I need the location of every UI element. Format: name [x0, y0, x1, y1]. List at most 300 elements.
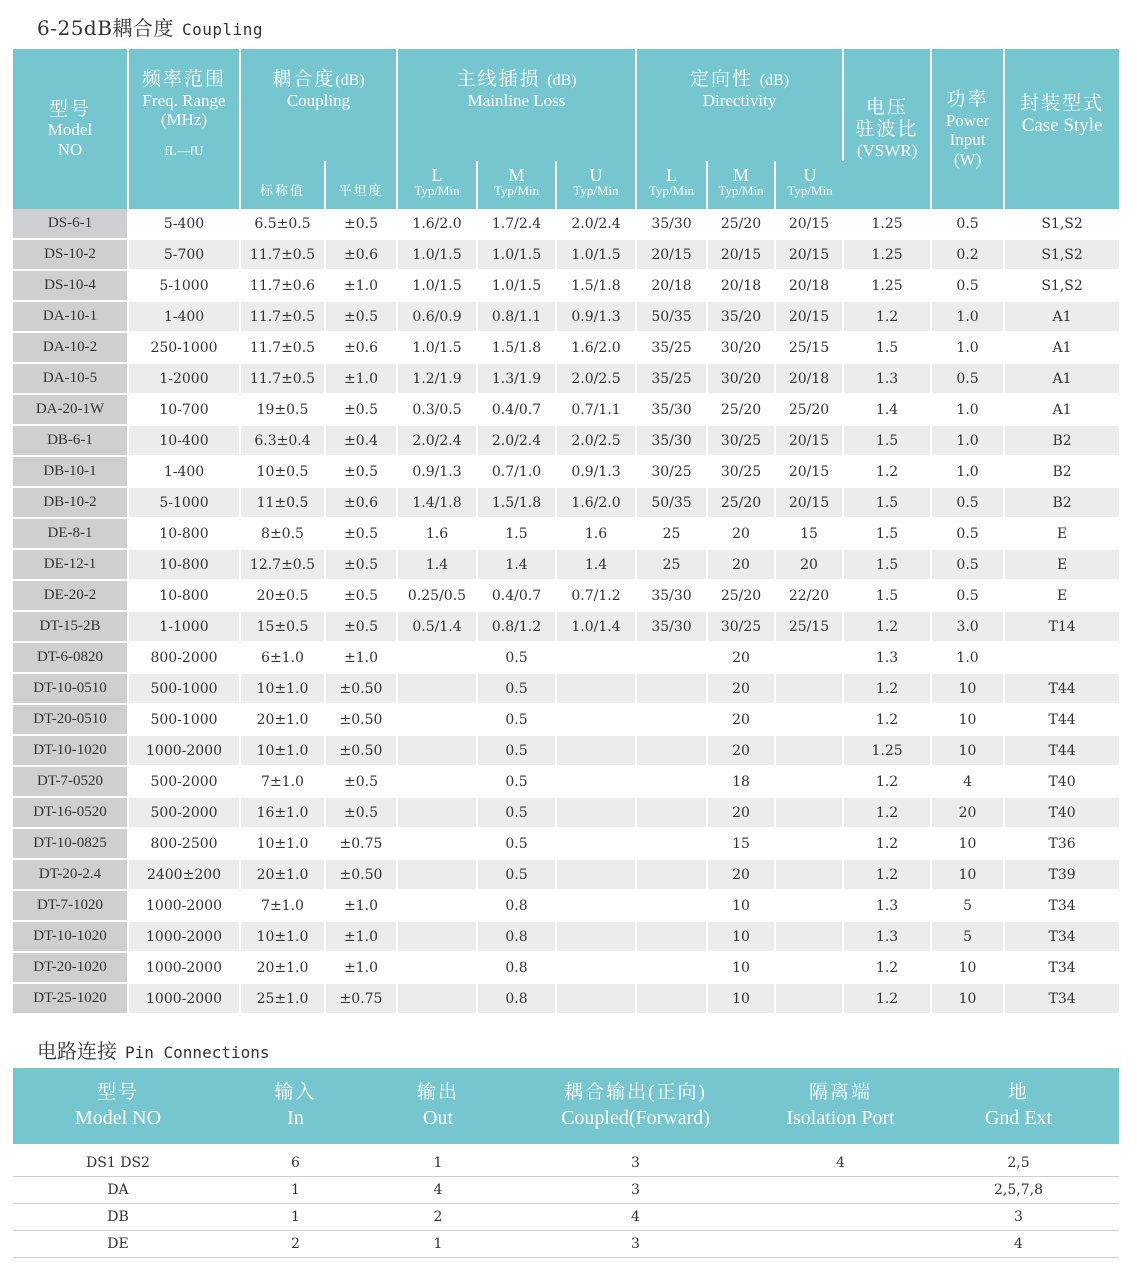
table-row — [13, 705, 1119, 736]
cell-loss-U — [557, 767, 637, 798]
cell-loss-L: 2.0/2.4 — [398, 426, 478, 457]
cell-dir-L — [637, 922, 708, 953]
cell-loss-L — [398, 922, 478, 953]
cell-case-style: T40 — [1005, 767, 1119, 798]
cell-case-style: T34 — [1005, 984, 1119, 1015]
cell-freq-range: 1-1000 — [129, 612, 241, 643]
pins-row — [13, 1150, 1119, 1177]
cell-vswr: 1.3 — [844, 891, 932, 922]
cell-coupling-nominal: 20±1.0 — [241, 953, 326, 984]
cell-dir-L — [637, 736, 708, 767]
cell-vswr: 1.5 — [844, 581, 932, 612]
table-row — [13, 209, 1119, 240]
cell-vswr: 1.5 — [844, 550, 932, 581]
pin-connections-table — [13, 1068, 1119, 1258]
cell-dir-L — [637, 953, 708, 984]
cell-loss-L — [398, 705, 478, 736]
cell-dir-L — [637, 767, 708, 798]
cell-loss-U: 1.5/1.8 — [557, 271, 637, 302]
cell-vswr: 1.2 — [844, 767, 932, 798]
cell-freq-range: 1000-2000 — [129, 891, 241, 922]
cell-loss-M: 0.8/1.1 — [478, 302, 557, 333]
cell-vswr: 1.3 — [844, 643, 932, 674]
cell-loss-M: 1.4 — [478, 550, 557, 581]
table-row — [13, 519, 1119, 550]
cell-dir-U: 25/15 — [776, 612, 844, 643]
cell-loss-L: 1.4 — [398, 550, 478, 581]
pins-cell: 2,5,7,8 — [918, 1177, 1119, 1204]
cell-loss-U — [557, 891, 637, 922]
cell-model: DT-10-1020 — [13, 922, 129, 953]
cell-model: DA-10-2 — [13, 333, 129, 364]
cell-dir-L — [637, 798, 708, 829]
cell-power: 10 — [932, 984, 1005, 1015]
cell-dir-M: 30/25 — [708, 612, 776, 643]
cell-model: DS-10-4 — [13, 271, 129, 302]
cell-dir-M: 20 — [708, 705, 776, 736]
cell-power: 20 — [932, 798, 1005, 829]
cell-model: DE-8-1 — [13, 519, 129, 550]
table-row — [13, 612, 1119, 643]
cell-model: DT-20-0510 — [13, 705, 129, 736]
cell-loss-U — [557, 643, 637, 674]
cell-dir-M: 18 — [708, 767, 776, 798]
cell-case-style: T34 — [1005, 953, 1119, 984]
header-model: 型号 Model NO — [13, 49, 129, 209]
cell-dir-U — [776, 829, 844, 860]
cell-loss-M: 0.5 — [478, 767, 557, 798]
cell-model: DE-12-1 — [13, 550, 129, 581]
cell-dir-M: 20 — [708, 798, 776, 829]
cell-dir-M: 30/20 — [708, 364, 776, 395]
table-row — [13, 395, 1119, 426]
cell-dir-U: 20/15 — [776, 488, 844, 519]
pins-cell: 4 — [368, 1177, 508, 1204]
table-row — [13, 984, 1119, 1015]
cell-loss-L: 0.9/1.3 — [398, 457, 478, 488]
cell-freq-range: 5-700 — [129, 240, 241, 271]
cell-freq-range: 10-700 — [129, 395, 241, 426]
cell-case-style: B2 — [1005, 488, 1119, 519]
cell-power: 0.5 — [932, 581, 1005, 612]
cell-coupling-nominal: 10±1.0 — [241, 736, 326, 767]
cell-case-style: E — [1005, 550, 1119, 581]
cell-vswr: 1.3 — [844, 364, 932, 395]
cell-coupling-nominal: 20±1.0 — [241, 860, 326, 891]
cell-coupling-flatness: ±1.0 — [326, 271, 398, 302]
cell-coupling-nominal: 11.7±0.5 — [241, 302, 326, 333]
cell-coupling-flatness: ±0.50 — [326, 705, 398, 736]
table-row — [13, 860, 1119, 891]
cell-freq-range: 10-800 — [129, 519, 241, 550]
cell-dir-L: 35/30 — [637, 209, 708, 240]
cell-power: 1.0 — [932, 643, 1005, 674]
cell-loss-U: 1.0/1.4 — [557, 612, 637, 643]
cell-coupling-nominal: 11.7±0.5 — [241, 333, 326, 364]
cell-power: 0.5 — [932, 271, 1005, 302]
pins-cell: 1 — [368, 1150, 508, 1177]
cell-loss-L — [398, 829, 478, 860]
header-vswr: 电压 驻波比 (VSWR) — [844, 49, 932, 209]
cell-freq-range: 1000-2000 — [129, 922, 241, 953]
cell-loss-L: 1.0/1.5 — [398, 271, 478, 302]
cell-loss-L — [398, 798, 478, 829]
cell-dir-U — [776, 643, 844, 674]
cell-loss-L — [398, 953, 478, 984]
cell-loss-M: 1.0/1.5 — [478, 240, 557, 271]
header-mainline-loss: 主线插损 (dB) Mainline Loss — [398, 49, 637, 161]
cell-dir-L — [637, 643, 708, 674]
cell-case-style: A1 — [1005, 364, 1119, 395]
header-directivity: 定向性 (dB) Directivity — [637, 49, 844, 161]
cell-dir-U — [776, 953, 844, 984]
cell-power: 10 — [932, 674, 1005, 705]
table-row — [13, 767, 1119, 798]
cell-dir-U: 20/18 — [776, 364, 844, 395]
cell-loss-M: 0.7/1.0 — [478, 457, 557, 488]
cell-loss-L — [398, 984, 478, 1015]
cell-dir-U — [776, 674, 844, 705]
cell-coupling-nominal: 10±1.0 — [241, 922, 326, 953]
cell-freq-range: 1-400 — [129, 302, 241, 333]
table-row — [13, 457, 1119, 488]
cell-power: 4 — [932, 767, 1005, 798]
header-coupling-nominal: 标称值 — [241, 161, 326, 209]
cell-dir-M: 30/25 — [708, 457, 776, 488]
cell-loss-U — [557, 984, 637, 1015]
cell-loss-U — [557, 829, 637, 860]
cell-model: DA-10-1 — [13, 302, 129, 333]
cell-coupling-nominal: 11.7±0.5 — [241, 240, 326, 271]
cell-loss-M: 0.4/0.7 — [478, 581, 557, 612]
cell-loss-U: 2.0/2.5 — [557, 364, 637, 395]
cell-dir-U — [776, 798, 844, 829]
cell-loss-U: 1.4 — [557, 550, 637, 581]
pins-cell: 3 — [508, 1177, 763, 1204]
cell-coupling-nominal: 7±1.0 — [241, 891, 326, 922]
cell-loss-U: 0.7/1.1 — [557, 395, 637, 426]
cell-freq-range: 1000-2000 — [129, 736, 241, 767]
header-loss-M: M Typ/Min — [478, 161, 557, 209]
cell-loss-L — [398, 674, 478, 705]
cell-freq-range: 10-400 — [129, 426, 241, 457]
table-row — [13, 364, 1119, 395]
cell-coupling-flatness: ±0.5 — [326, 395, 398, 426]
cell-freq-range: 10-800 — [129, 550, 241, 581]
table-row — [13, 922, 1119, 953]
cell-power: 0.5 — [932, 364, 1005, 395]
cell-dir-L: 25 — [637, 519, 708, 550]
cell-power: 0.2 — [932, 240, 1005, 271]
table-row — [13, 953, 1119, 984]
cell-dir-M: 25/20 — [708, 395, 776, 426]
cell-coupling-nominal: 11.7±0.5 — [241, 364, 326, 395]
cell-model: DT-15-2B — [13, 612, 129, 643]
cell-power: 3.0 — [932, 612, 1005, 643]
cell-loss-U: 0.9/1.3 — [557, 302, 637, 333]
cell-loss-U: 2.0/2.5 — [557, 426, 637, 457]
cell-model: DT-7-1020 — [13, 891, 129, 922]
title-en: Coupling — [181, 20, 263, 39]
cell-dir-U: 20/15 — [776, 457, 844, 488]
cell-dir-U: 25/15 — [776, 333, 844, 364]
header-coupling-flatness: 平坦度 — [326, 161, 398, 209]
cell-loss-U: 0.9/1.3 — [557, 457, 637, 488]
cell-power: 10 — [932, 860, 1005, 891]
cell-coupling-nominal: 10±1.0 — [241, 829, 326, 860]
cell-loss-U: 2.0/2.4 — [557, 209, 637, 240]
cell-coupling-flatness: ±0.50 — [326, 736, 398, 767]
cell-coupling-nominal: 20±1.0 — [241, 705, 326, 736]
cell-power: 10 — [932, 705, 1005, 736]
table-row — [13, 829, 1119, 860]
cell-freq-range: 500-1000 — [129, 674, 241, 705]
cell-coupling-flatness: ±1.0 — [326, 891, 398, 922]
cell-model: DA-10-5 — [13, 364, 129, 395]
cell-dir-U: 20/15 — [776, 209, 844, 240]
cell-loss-M: 1.0/1.5 — [478, 271, 557, 302]
cell-dir-U: 20/15 — [776, 240, 844, 271]
cell-model: DT-20-2.4 — [13, 860, 129, 891]
cell-dir-U — [776, 736, 844, 767]
pin-connections-title — [37, 1035, 270, 1064]
cell-dir-L: 20/15 — [637, 240, 708, 271]
cell-loss-M: 1.7/2.4 — [478, 209, 557, 240]
cell-loss-L — [398, 860, 478, 891]
cell-dir-U: 20/15 — [776, 426, 844, 457]
cell-model: DT-10-1020 — [13, 736, 129, 767]
cell-loss-L: 0.25/0.5 — [398, 581, 478, 612]
page-title — [37, 12, 263, 41]
cell-coupling-flatness: ±0.50 — [326, 860, 398, 891]
cell-vswr: 1.2 — [844, 705, 932, 736]
cell-case-style: T36 — [1005, 829, 1119, 860]
cell-dir-L: 25 — [637, 550, 708, 581]
cell-dir-L: 35/25 — [637, 333, 708, 364]
cell-dir-M: 10 — [708, 891, 776, 922]
cell-model: DS-10-2 — [13, 240, 129, 271]
cell-model: DS-6-1 — [13, 209, 129, 240]
cell-loss-L: 1.0/1.5 — [398, 333, 478, 364]
cell-coupling-nominal: 10±1.0 — [241, 674, 326, 705]
cell-vswr: 1.2 — [844, 302, 932, 333]
cell-coupling-flatness: ±1.0 — [326, 643, 398, 674]
cell-loss-M: 0.8/1.2 — [478, 612, 557, 643]
pins-cell: 4 — [508, 1204, 763, 1231]
cell-dir-U: 15 — [776, 519, 844, 550]
cell-coupling-nominal: 25±1.0 — [241, 984, 326, 1015]
cell-loss-M: 0.5 — [478, 674, 557, 705]
cell-coupling-flatness: ±1.0 — [326, 364, 398, 395]
cell-model: DT-25-1020 — [13, 984, 129, 1015]
cell-power: 10 — [932, 829, 1005, 860]
cell-case-style: E — [1005, 519, 1119, 550]
cell-case-style: T39 — [1005, 860, 1119, 891]
cell-freq-range: 500-1000 — [129, 705, 241, 736]
cell-vswr: 1.5 — [844, 333, 932, 364]
cell-coupling-nominal: 20±0.5 — [241, 581, 326, 612]
cell-dir-M: 25/20 — [708, 488, 776, 519]
cell-vswr: 1.5 — [844, 426, 932, 457]
cell-dir-M: 20 — [708, 674, 776, 705]
cell-power: 5 — [932, 922, 1005, 953]
cell-dir-L — [637, 829, 708, 860]
coupler-spec-table — [13, 49, 1119, 1015]
cell-coupling-flatness: ±0.6 — [326, 333, 398, 364]
cell-loss-L — [398, 767, 478, 798]
cell-coupling-nominal: 10±0.5 — [241, 457, 326, 488]
cell-loss-M: 0.5 — [478, 798, 557, 829]
cell-dir-M: 20 — [708, 736, 776, 767]
cell-case-style: S1,S2 — [1005, 240, 1119, 271]
cell-loss-L — [398, 891, 478, 922]
cell-case-style: A1 — [1005, 333, 1119, 364]
cell-coupling-flatness: ±0.5 — [326, 767, 398, 798]
cell-dir-U — [776, 922, 844, 953]
table-row — [13, 643, 1119, 674]
cell-loss-M: 0.8 — [478, 984, 557, 1015]
cell-freq-range: 1000-2000 — [129, 984, 241, 1015]
cell-case-style: T14 — [1005, 612, 1119, 643]
cell-loss-U: 0.7/1.2 — [557, 581, 637, 612]
cell-vswr: 1.2 — [844, 674, 932, 705]
cell-coupling-nominal: 6.3±0.4 — [241, 426, 326, 457]
cell-dir-M: 30/20 — [708, 333, 776, 364]
cell-case-style: T40 — [1005, 798, 1119, 829]
pins-cell: DE — [13, 1231, 223, 1258]
table-row — [13, 674, 1119, 705]
cell-dir-M: 35/20 — [708, 302, 776, 333]
table-row — [13, 891, 1119, 922]
pins-cell: 2 — [368, 1204, 508, 1231]
cell-coupling-flatness: ±0.5 — [326, 209, 398, 240]
cell-freq-range: 800-2500 — [129, 829, 241, 860]
header-power: 功率 Power Input (W) — [932, 49, 1005, 209]
cell-loss-U — [557, 953, 637, 984]
cell-loss-M: 0.5 — [478, 736, 557, 767]
cell-coupling-flatness: ±0.5 — [326, 519, 398, 550]
header-coupling: 耦合度(dB) Coupling — [241, 49, 398, 161]
cell-vswr: 1.5 — [844, 519, 932, 550]
cell-vswr: 1.25 — [844, 271, 932, 302]
table-row — [13, 798, 1119, 829]
cell-coupling-flatness: ±0.5 — [326, 457, 398, 488]
cell-case-style: A1 — [1005, 302, 1119, 333]
table-row — [13, 271, 1119, 302]
cell-vswr: 1.5 — [844, 488, 932, 519]
pins-cell: 3 — [508, 1150, 763, 1177]
cell-model: DT-10-0825 — [13, 829, 129, 860]
pins-title-cn: 电路连接 — [37, 1039, 117, 1063]
cell-power: 0.5 — [932, 550, 1005, 581]
cell-dir-L — [637, 860, 708, 891]
spec-table-body — [13, 209, 1119, 1015]
cell-coupling-flatness: ±0.5 — [326, 798, 398, 829]
table-row — [13, 426, 1119, 457]
cell-coupling-nominal: 16±1.0 — [241, 798, 326, 829]
cell-dir-U: 22/20 — [776, 581, 844, 612]
cell-coupling-flatness: ±0.4 — [326, 426, 398, 457]
cell-dir-M: 20/15 — [708, 240, 776, 271]
cell-coupling-flatness: ±0.75 — [326, 984, 398, 1015]
cell-loss-U — [557, 674, 637, 705]
header-loss-U: U Typ/Min — [557, 161, 637, 209]
cell-dir-U: 20 — [776, 550, 844, 581]
cell-loss-M: 0.5 — [478, 860, 557, 891]
cell-coupling-nominal: 6.5±0.5 — [241, 209, 326, 240]
cell-loss-L: 0.6/0.9 — [398, 302, 478, 333]
cell-loss-L: 0.3/0.5 — [398, 395, 478, 426]
title-cn: 6-25dB耦合度 — [37, 16, 174, 40]
pins-header-2: 输出 Out — [368, 1068, 508, 1144]
cell-vswr: 1.2 — [844, 860, 932, 891]
cell-coupling-nominal: 8±0.5 — [241, 519, 326, 550]
cell-vswr: 1.3 — [844, 922, 932, 953]
cell-coupling-flatness: ±0.5 — [326, 550, 398, 581]
pins-cell: 1 — [223, 1177, 368, 1204]
table-row — [13, 302, 1119, 333]
cell-loss-M: 0.5 — [478, 829, 557, 860]
pins-header-1: 输入 In — [223, 1068, 368, 1144]
cell-case-style: B2 — [1005, 457, 1119, 488]
cell-power: 0.5 — [932, 488, 1005, 519]
cell-dir-L — [637, 705, 708, 736]
cell-coupling-nominal: 12.7±0.5 — [241, 550, 326, 581]
cell-case-style: S1,S2 — [1005, 209, 1119, 240]
cell-dir-M: 20/18 — [708, 271, 776, 302]
cell-freq-range: 500-2000 — [129, 767, 241, 798]
cell-power: 1.0 — [932, 426, 1005, 457]
cell-loss-M: 0.5 — [478, 643, 557, 674]
cell-loss-U — [557, 860, 637, 891]
cell-coupling-flatness: ±1.0 — [326, 953, 398, 984]
cell-power: 1.0 — [932, 395, 1005, 426]
cell-dir-U — [776, 767, 844, 798]
cell-loss-U: 1.6 — [557, 519, 637, 550]
cell-loss-L: 1.2/1.9 — [398, 364, 478, 395]
cell-model: DT-20-1020 — [13, 953, 129, 984]
cell-vswr: 1.25 — [844, 209, 932, 240]
cell-loss-L — [398, 736, 478, 767]
cell-power: 1.0 — [932, 333, 1005, 364]
cell-coupling-nominal: 6±1.0 — [241, 643, 326, 674]
pins-cell: 2,5 — [918, 1150, 1119, 1177]
pins-cell: 6 — [223, 1150, 368, 1177]
table-row — [13, 581, 1119, 612]
cell-dir-L: 50/35 — [637, 488, 708, 519]
pins-row — [13, 1231, 1119, 1258]
cell-loss-M: 1.3/1.9 — [478, 364, 557, 395]
cell-loss-U: 1.6/2.0 — [557, 333, 637, 364]
cell-loss-L: 1.6 — [398, 519, 478, 550]
cell-coupling-flatness: ±0.6 — [326, 240, 398, 271]
cell-model: DB-10-1 — [13, 457, 129, 488]
cell-loss-M: 1.5/1.8 — [478, 488, 557, 519]
cell-loss-L: 1.6/2.0 — [398, 209, 478, 240]
cell-dir-L — [637, 674, 708, 705]
pins-header-5: 地 Gnd Ext — [918, 1068, 1119, 1144]
header-dir-M: M Typ/Min — [708, 161, 776, 209]
pins-title-en: Pin Connections — [125, 1043, 270, 1062]
header-freq: 频率范围 Freq. Range (MHz) fL—fU — [129, 49, 241, 209]
cell-dir-M: 20 — [708, 550, 776, 581]
cell-loss-U — [557, 736, 637, 767]
cell-dir-U: 25/20 — [776, 395, 844, 426]
cell-loss-U — [557, 705, 637, 736]
cell-dir-M: 10 — [708, 953, 776, 984]
cell-dir-M: 10 — [708, 984, 776, 1015]
cell-power: 10 — [932, 736, 1005, 767]
